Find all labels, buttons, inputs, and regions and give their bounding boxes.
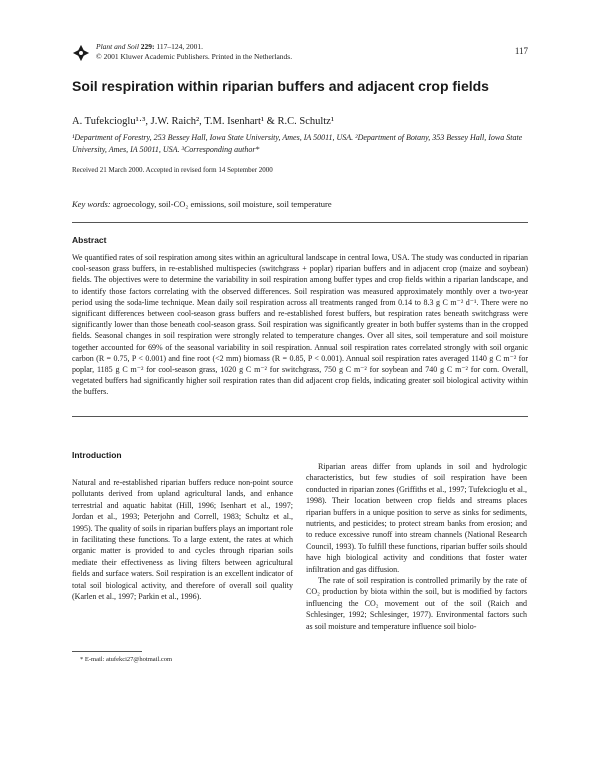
journal-header [96, 42, 292, 62]
journal-volume: 229: [140, 42, 155, 51]
divider-top [72, 222, 528, 223]
journal-name: Plant and Soil [96, 42, 139, 51]
intro-paragraph-2: Riparian areas differ from uplands in soil and hydrologic characteristics, but few studies of soil respiration have been conducted in riparian zones (Griffiths et al., 1997; Tufekcioglu et al., 1998). Their location between crop fields and streams places riparian buffers in a unique position to serve as sinks for sediments, nutrients, and pesticides; to protect stream banks from erosion; and to reduce excessive runoff into stream channels (National Research Council, 1993). To fulfill these functions, riparian buffer soils should have high biological activity and conditions that foster water infiltration and gas diffusion. [306, 462, 527, 574]
left-column [72, 477, 293, 602]
intro-paragraph-1: Natural and re-established riparian buffers reduce non-point source pollutants derived from upland agricultural lands, and enhance terrestrial and aquatic habitat (Hill, 1996; Isenhart et al., 1997; Jordan et al., 1993; Peterjohn and Correll, 1983; Schultz et al., 1995). The quality of soils in riparian buffers plays an important role in facilitating these functions. To a large extent, the rates at which organic matter is provided to and cycles through riparian soils mediate their effectiveness as living filters between agricultural fields and surface waters. Soil respiration is an excellent indicator of total soil biological activity, and therefore of overall soil quality (Karlen et al., 1997; Parkin et al., 1996). [72, 478, 293, 602]
page-number: 117 [514, 46, 528, 56]
introduction-heading: Introduction [72, 450, 122, 460]
keywords-text: agroecology, soil-CO₂ emissions, soil moisture, soil temperature [110, 199, 332, 209]
right-column [306, 461, 527, 632]
received-dates: Received 21 March 2000. Accepted in revised form 14 September 2000 [72, 166, 273, 174]
paper-title: Soil respiration within riparian buffers and adjacent crop fields [72, 78, 489, 94]
abstract-heading: Abstract [72, 235, 107, 245]
abstract-text: We quantified rates of soil respiration among sites within an agricultural landscape in central Iowa, USA. The study was conducted in riparian cool-season grass buffers, in re-established multispecies (switchgrass + poplar) riparian buffers and in adjacent crop (maize and soybean) fields. The objectives were to determine the variability in soil respiration among buffer types and crop fields within a riparian landscape, and to identify those factors correlating with the observed differences. Soil respiration was measured approximately monthly over a two-year period using the soda-lime technique. Mean daily soil respiration across all treatments ranged from 0.14 to 8.3 g C m⁻² d⁻¹. There were no significant differences between cool-season grass buffers and re-established forest buffers, but respiration rates beneath switchgrass were significantly lower than those beneath cool-season grass. Soil respiration was significantly greater in both buffer systems than in the cropped fields. Seasonal changes in soil respiration were strongly related to temperature changes. Over all sites, soil temperature and soil moisture together accounted for 69% of the seasonal variability in soil respiration. Annual soil respiration rates correlated strongly with soil organic carbon (R = 0.75, P < 0.001) and fine root (<2 mm) biomass (R = 0.85, P < 0.001). Annual soil respiration rates averaged 1140 g C m⁻² for poplar, 1185 g C m⁻² for cool-season grass, 1020 g C m⁻² for switchgrass, 750 g C m⁻² for soybean and 740 g C m⁻² for corn. Overall, vegetated buffers had significantly higher soil respiration rates than did adjacent crop fields, indicating greater soil biological activity within the buffers. [72, 253, 528, 397]
footnote-divider [72, 651, 142, 652]
affiliations: ¹Department of Forestry, 253 Bessey Hall, Iowa State University, Ames, IA 50011, USA. ²Department of Botany, 353 Bessey Hall, Iowa State University, Ames, IA 50011, USA. ³Corresponding author* [72, 133, 523, 154]
keywords [72, 199, 530, 209]
divider-bottom [72, 416, 528, 417]
journal-pages: 117–124, 2001. [154, 42, 204, 51]
copyright-line: © 2001 Kluwer Academic Publishers. Printed in the Netherlands. [96, 52, 293, 61]
footnote-email: * E-mail: atufekci27@hotmail.com [80, 656, 173, 663]
publisher-logo-icon [72, 44, 90, 62]
intro-paragraph-3: The rate of soil respiration is controlled primarily by the rate of CO₂ production by biota within the soil, but is modified by factors influencing the CO₂ movement out of the soil (Raich and Schlesinger, 1992; Schlesinger, 1977). Environmental factors such as soil moisture and temperature influence soil biolo- [306, 576, 527, 631]
keywords-label: Key words: [72, 199, 111, 209]
author-list: A. Tufekcioglu¹·³, J.W. Raich², T.M. Isenhart¹ & R.C. Schultz¹ [72, 116, 334, 127]
